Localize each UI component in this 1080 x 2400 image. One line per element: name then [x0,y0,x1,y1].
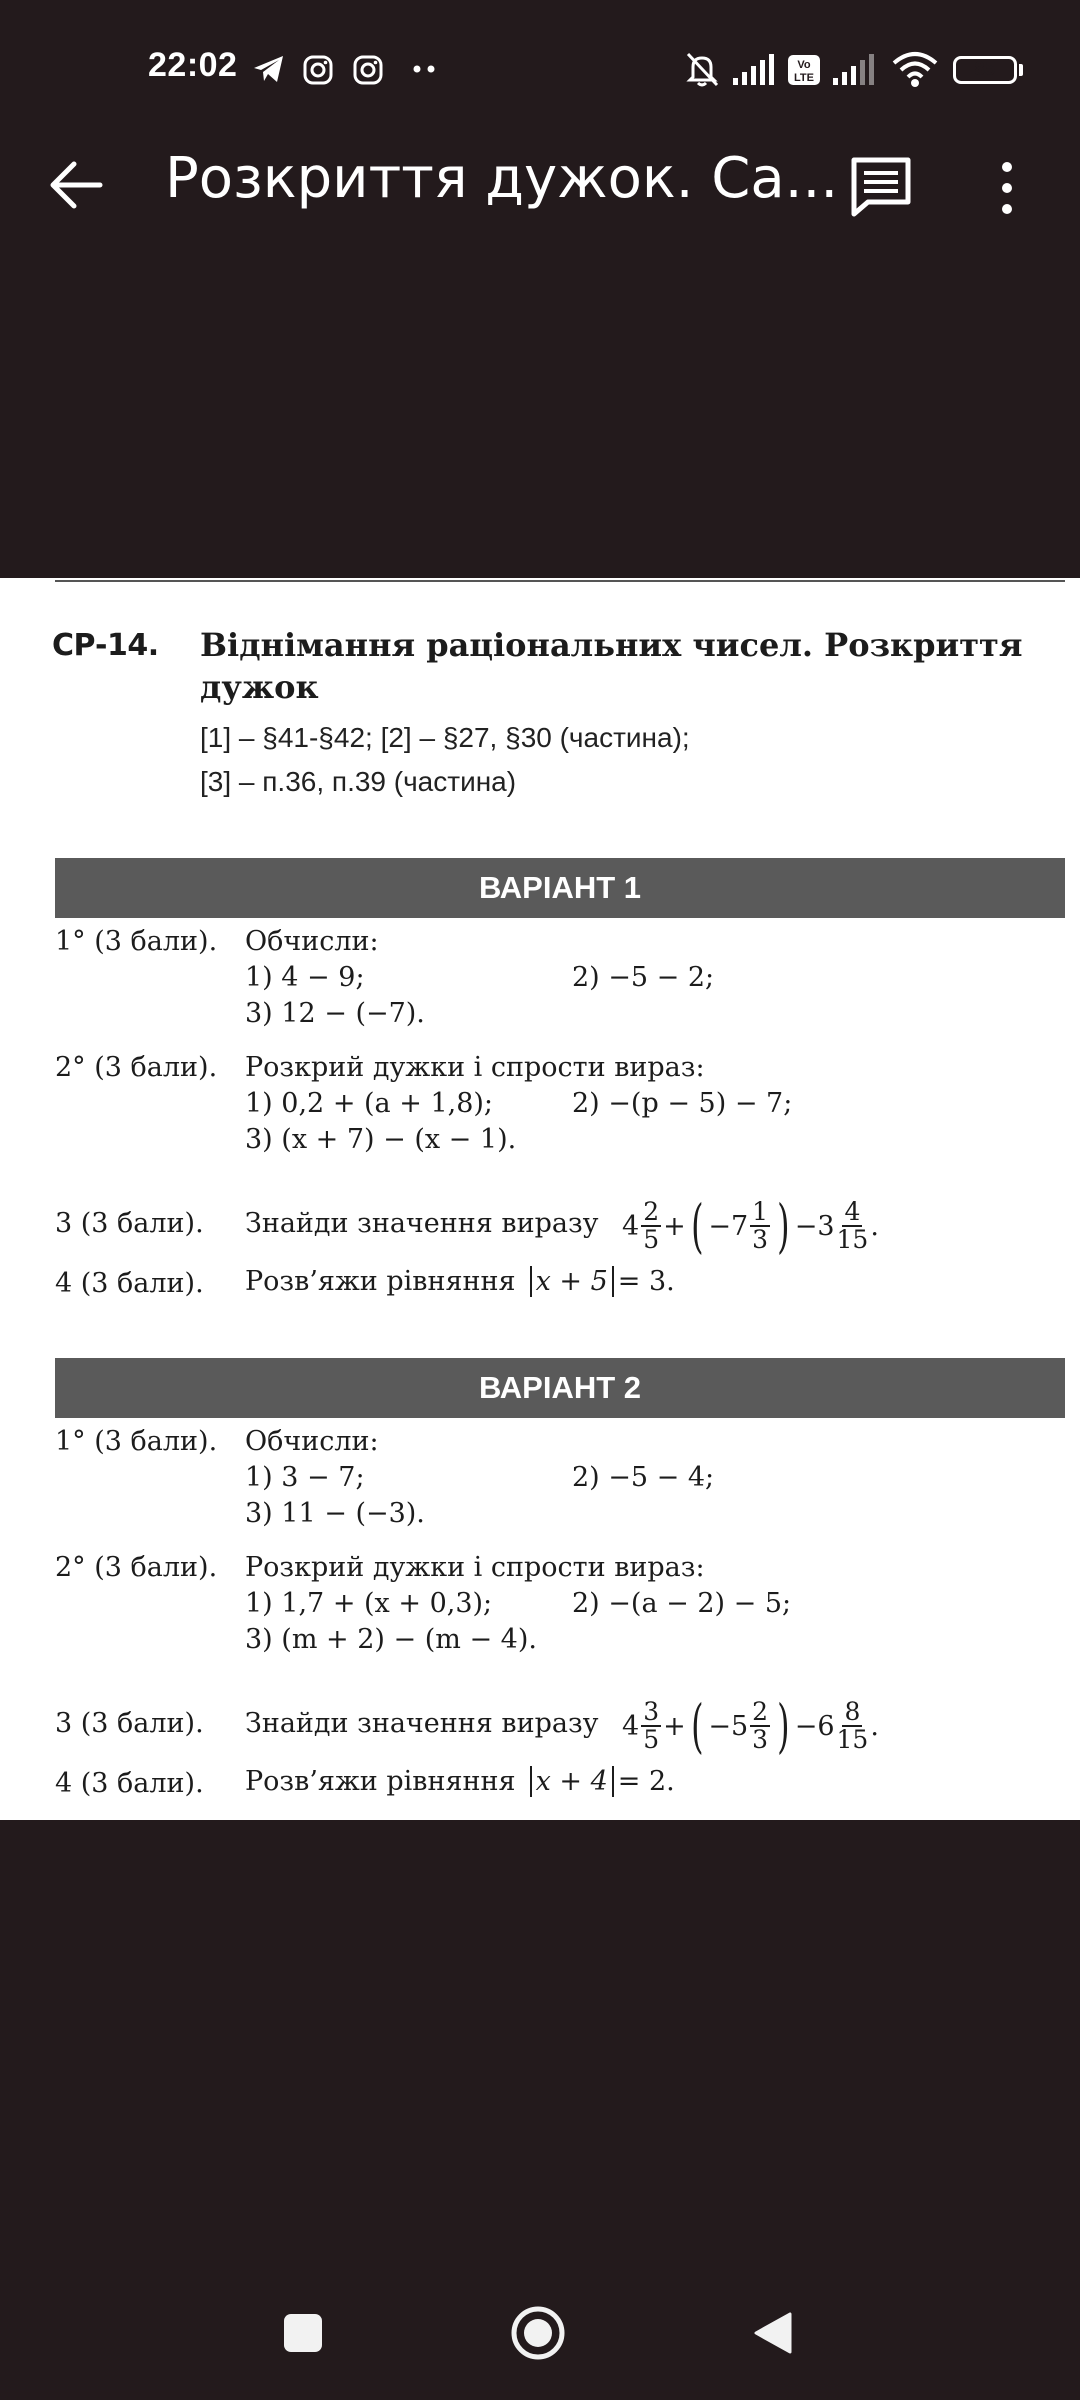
refs-line: [1] – §41-§42; [2] – §27, §30 (частина); [200,722,690,753]
equation [245,1766,675,1797]
task-label: 1° (3 бали). [55,926,218,957]
task-label: 1° (3 бали). [55,1426,218,1457]
expr-op: − [794,1210,818,1242]
paren-right: ) [777,1692,790,1760]
comment-icon[interactable] [848,154,914,220]
denominator: 5 [643,1225,660,1254]
equation [245,1266,675,1297]
task-item: 2) −(p − 5) − 7; [572,1088,793,1119]
task-item: 2) −5 − 4; [572,1462,715,1493]
refs-line: [3] – п.36, п.39 (частина) [200,766,517,797]
task-text: Обчисли: [245,926,379,957]
signal-icon [833,54,877,86]
equation-rhs: = 2. [617,1766,675,1797]
expr-whole: 6 [817,1710,835,1742]
expr-whole: −5 [708,1710,749,1742]
task-text: Розкрий дужки і спрости вираз: [245,1552,705,1583]
task-label: 3 (3 бали). [55,1708,204,1739]
expr-end: . [870,1210,879,1242]
paren-left: ( [690,1692,704,1760]
more-dots-icon [412,64,438,74]
svg-text:Vo: Vo [797,59,811,71]
expr-op: + [663,1710,686,1742]
fraction [750,1699,770,1753]
task-text: Розкрий дужки і спрости вираз: [245,1052,705,1083]
expr-whole: 4 [622,1710,640,1742]
variant-header: ВАРІАНТ 1 [55,858,1065,918]
telegram-icon [252,54,286,84]
battery-nub [1019,64,1023,76]
mute-icon [683,50,721,88]
battery-level: 85 [974,59,996,80]
back-triangle-icon[interactable] [752,2310,794,2356]
signal-icon [733,54,777,86]
paren-left: ( [690,1192,704,1260]
denominator: 15 [836,1225,869,1254]
numerator: 3 [643,1697,660,1726]
expr-end: . [870,1710,879,1742]
fraction [641,1199,661,1253]
instagram-icon [352,54,384,86]
navigation-bar [0,2280,1080,2400]
task-label: 4 (3 бали). [55,1768,204,1799]
numerator: 4 [844,1197,861,1226]
fraction [837,1699,869,1753]
expr-whole: 3 [817,1210,835,1242]
fraction [837,1199,869,1253]
section-refs [200,716,690,804]
wifi-icon [892,50,938,88]
math-expression [622,1176,879,1276]
more-vert-icon[interactable] [992,148,1022,228]
expr-op: − [794,1710,818,1742]
paren-right: ) [777,1192,790,1260]
task-text: Знайди значення виразу [245,1208,599,1239]
section-code: СР-14. [52,628,159,663]
math-expression [622,1676,879,1776]
task-text: Розв’яжи рівняння [245,1266,516,1297]
denominator: 3 [752,1725,769,1754]
task-text: Знайди значення виразу [245,1708,599,1739]
fraction [641,1699,661,1753]
top-rule [55,580,1065,582]
home-circle-icon[interactable] [510,2305,566,2361]
denominator: 15 [836,1725,869,1754]
volte-icon [787,54,821,86]
task-item: 3) (x + 7) − (x − 1). [245,1124,517,1155]
document-title: Розкриття дужок. Са... [165,146,839,211]
abs-expression: x + 4 [530,1766,614,1797]
fraction [750,1199,770,1253]
app-bar [0,110,1080,260]
task-item: 3) (m + 2) − (m − 4). [245,1624,537,1655]
task-label: 3 (3 бали). [55,1208,204,1239]
equation-rhs: = 3. [617,1266,675,1297]
clock: 22:02 [148,46,238,84]
expr-whole: −7 [708,1210,749,1242]
instagram-icon [302,54,334,86]
task-item: 1) 3 − 7; [245,1462,365,1493]
task-text: Розв’яжи рівняння [245,1766,516,1797]
status-bar [0,0,1080,110]
battery-icon [953,56,1017,84]
task-label: 4 (3 бали). [55,1268,204,1299]
task-item: 1) 4 − 9; [245,962,365,993]
numerator: 1 [752,1197,769,1226]
section-title: Віднімання раціональних чисел. Розкриття дужок [200,626,1023,706]
task-item: 2) −5 − 2; [572,962,715,993]
variant-header: ВАРІАНТ 2 [55,1358,1065,1418]
task-item: 1) 1,7 + (x + 0,3); [245,1588,493,1619]
numerator: 2 [752,1697,769,1726]
svg-text:LTE: LTE [794,72,814,84]
task-item: 3) 11 − (−3). [245,1498,425,1529]
task-label: 2° (3 бали). [55,1052,218,1083]
task-item: 1) 0,2 + (a + 1,8); [245,1088,494,1119]
denominator: 3 [752,1225,769,1254]
task-item: 3) 12 − (−7). [245,998,425,1029]
expr-op: + [663,1210,686,1242]
numerator: 8 [844,1697,861,1726]
task-item: 2) −(a − 2) − 5; [572,1588,792,1619]
task-text: Обчисли: [245,1426,379,1457]
task-label: 2° (3 бали). [55,1552,218,1583]
numerator: 2 [643,1197,660,1226]
expr-whole: 4 [622,1210,640,1242]
document-page[interactable] [0,578,1080,1820]
abs-expression: x + 5 [530,1266,614,1297]
back-arrow-icon[interactable] [40,148,114,222]
recents-square-icon[interactable] [282,2312,324,2354]
denominator: 5 [643,1725,660,1754]
